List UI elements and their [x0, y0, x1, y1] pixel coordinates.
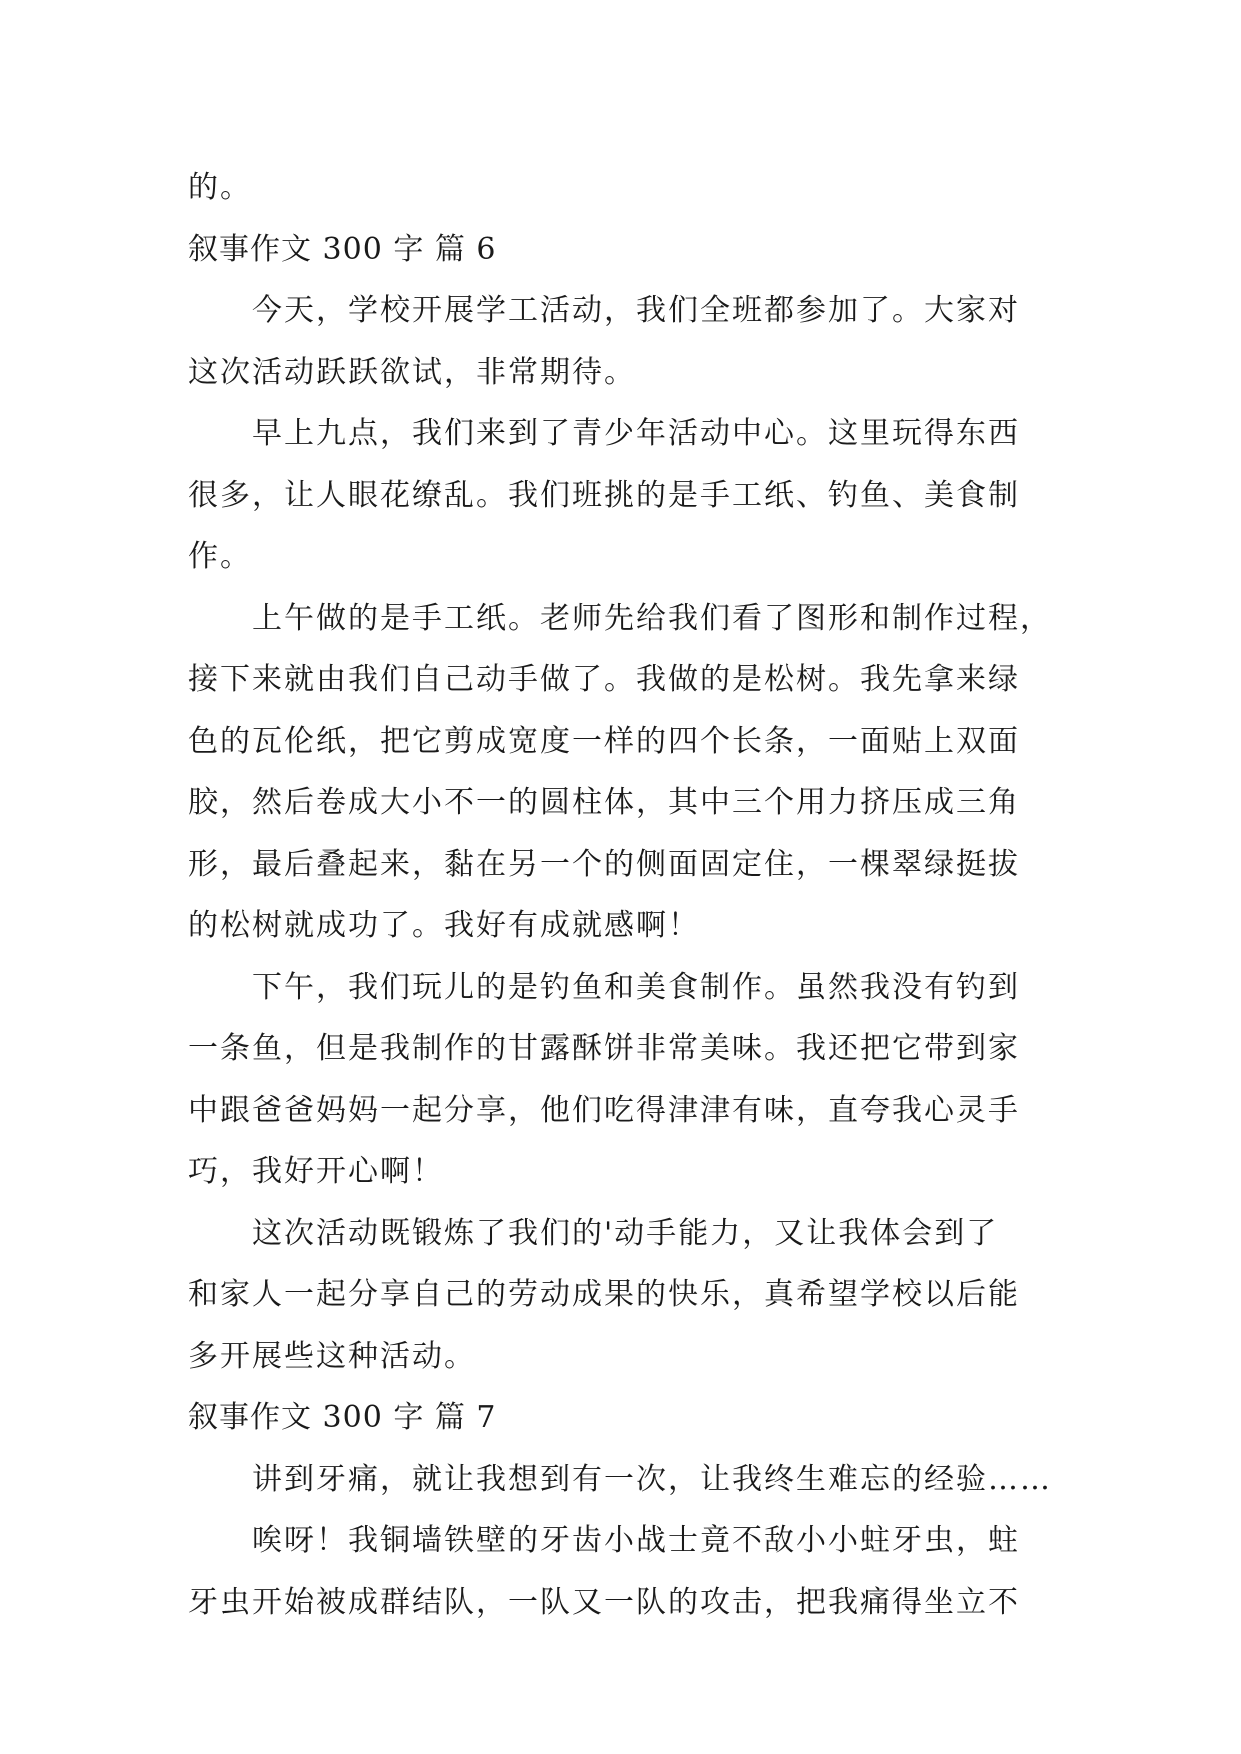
text-line: 中跟爸爸妈妈一起分享，他们吃得津津有味，直夸我心灵手 — [188, 1092, 1020, 1128]
text-line: 形，最后叠起来，黏在另一个的侧面固定住，一棵翠绿挺拔 — [188, 846, 1020, 882]
text-line: 上午做的是手工纸。老师先给我们看了图形和制作过程， — [252, 600, 1052, 636]
document-body — [188, 157, 1058, 1633]
text-line: 这次活动既锻炼了我们的'动手能力，又让我体会到了 — [252, 1215, 999, 1251]
text-line: 很多，让人眼花缭乱。我们班挑的是手工纸、钓鱼、美食制 — [188, 477, 1020, 513]
text-line: 下午，我们玩儿的是钓鱼和美食制作。虽然我没有钓到 — [252, 969, 1020, 1005]
text-line: 一条鱼，但是我制作的甘露酥饼非常美味。我还把它带到家 — [188, 1031, 1020, 1066]
text-line: 色的瓦伦纸，把它剪成宽度一样的四个长条，一面贴上双面 — [188, 723, 1020, 759]
text-line: 胶，然后卷成大小不一的圆柱体，其中三个用力挤压成三角 — [188, 785, 1020, 820]
text-line: 这次活动跃跃欲试，非常期待。 — [188, 354, 636, 390]
text-line: 讲到牙痛，就让我想到有一次，让我终生难忘的经验…… — [252, 1461, 1052, 1497]
text-line: 早上九点，我们来到了青少年活动中心。这里玩得东西 — [252, 416, 1020, 451]
section-heading: 叙事作文 300 字 篇 7 — [188, 1400, 497, 1435]
text-line: 和家人一起分享自己的劳动成果的快乐，真希望学校以后能 — [188, 1277, 1020, 1312]
text-line: 巧，我好开心啊！ — [188, 1154, 444, 1189]
text-line: 接下来就由我们自己动手做了。我做的是松树。我先拿来绿 — [188, 662, 1020, 697]
text-line: 今天，学校开展学工活动，我们全班都参加了。大家对 — [252, 293, 1020, 328]
text-line: 唉呀！我铜墙铁壁的牙齿小战士竟不敌小小蛀牙虫，蛀 — [252, 1523, 1020, 1558]
section-heading: 叙事作文 300 字 篇 6 — [188, 231, 497, 267]
text-line: 牙虫开始被成群结队，一队又一队的攻击，把我痛得坐立不 — [188, 1584, 1020, 1620]
text-line: 多开展些这种活动。 — [188, 1338, 476, 1374]
text-line: 的。 — [188, 170, 252, 205]
text-line: 的松树就成功了。我好有成就感啊！ — [188, 908, 700, 943]
text-line: 作。 — [188, 539, 252, 574]
